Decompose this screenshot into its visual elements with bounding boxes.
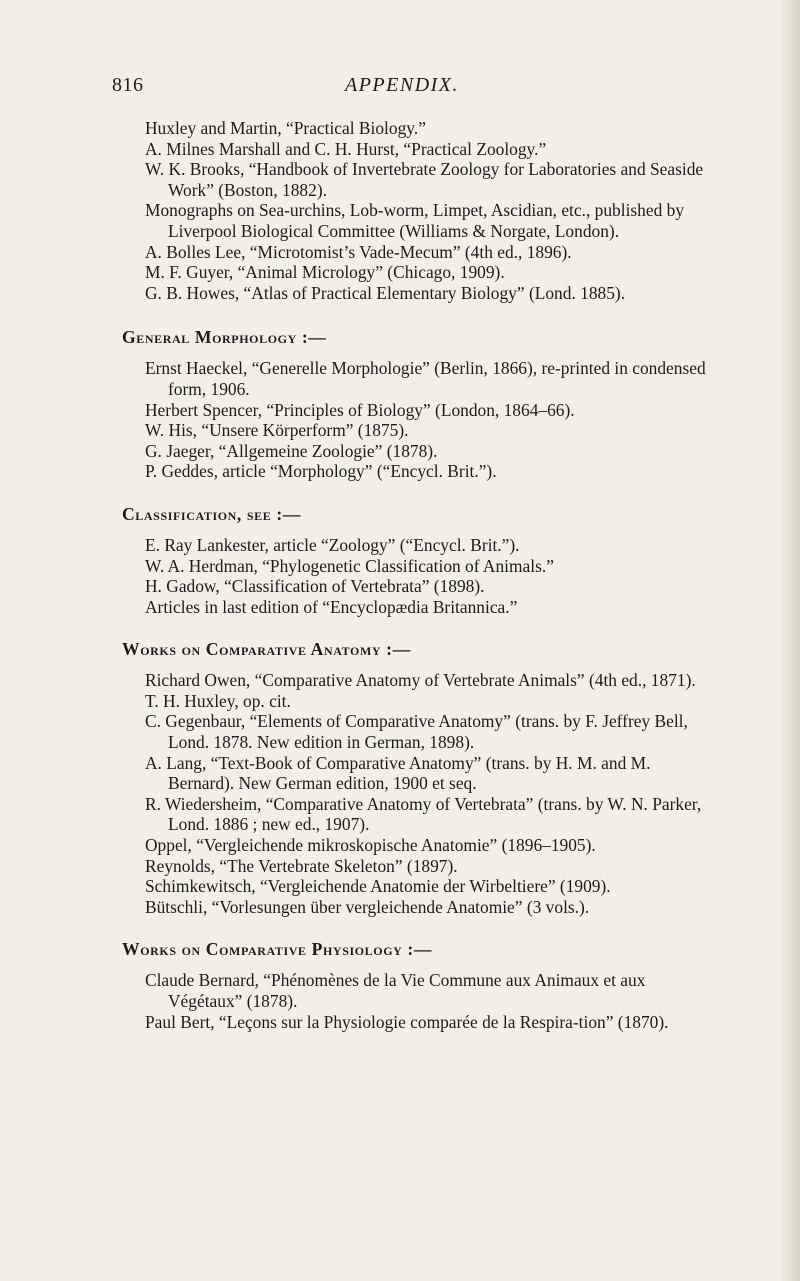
bibliography-entry: Articles in last edition of “Encyclopædia Britannica.” [145, 596, 518, 617]
bibliography-entry: P. Geddes, article “Morphology” (“Encycl. Brit.”). [145, 461, 497, 482]
section-general-morphology [0, 327, 760, 482]
bibliography-entry: A. Lang, “Text-Book of Comparative Anatomy” (trans. by H. M. and M. Bernard). New German edition, 1900 et seq. [145, 752, 651, 794]
bibliography [0, 118, 760, 1032]
bibliography-entry: Paul Bert, “Leçons sur la Physiologie comparée de la Respira-tion” (1870). [145, 1011, 669, 1032]
bibliography-entry: Bütschli, “Vorlesungen über vergleichende Anatomie” (3 vols.). [145, 896, 590, 917]
bibliography-entry: Oppel, “Vergleichende mikroskopische Anatomie” (1896–1905). [145, 835, 596, 856]
bibliography-entry: A. Bolles Lee, “Microtomist’s Vade-Mecum” (4th ed., 1896). [145, 241, 572, 262]
bibliography-entry: Claude Bernard, “Phénomènes de la Vie Commune aux Animaux et aux Végétaux” (1878). [145, 970, 646, 1011]
bibliography-entry: R. Wiedersheim, “Comparative Anatomy of Vertebrata” (trans. by W. N. Parker, Lond. 1886 ; new ed., 1907). [145, 793, 702, 835]
section-comparative-physiology [0, 939, 760, 1032]
entry-list [0, 358, 760, 482]
bibliography-entry: Reynolds, “The Vertebrate Skeleton” (1897). [145, 855, 458, 876]
bibliography-entry: Richard Owen, “Comparative Anatomy of Vertebrate Animals” (4th ed., 1871). [145, 670, 696, 691]
page-number: 816 [112, 74, 144, 96]
section-heading: Classification, see :— [122, 503, 302, 524]
section-comparative-anatomy [0, 639, 760, 917]
entry-list [0, 535, 760, 617]
section-classification [0, 504, 760, 617]
bibliography-entry: W. His, “Unsere Körperform” (1875). [145, 420, 409, 441]
entry-list [0, 670, 760, 917]
bibliography-entry: W. A. Herdman, “Phylogenetic Classification of Animals.” [145, 555, 554, 576]
bibliography-entry: Monographs on Sea-urchins, Lob-worm, Limpet, Ascidian, etc., published by Liverpool Biological Committee (Williams & Norgate, London). [145, 200, 685, 241]
bibliography-entry: Herbert Spencer, “Principles of Biology” (London, 1864–66). [145, 399, 575, 420]
running-head: APPENDIX. [344, 74, 460, 96]
bibliography-entry: A. Milnes Marshall and C. H. Hurst, “Practical Zoology.” [145, 138, 547, 159]
bibliography-entry: Ernst Haeckel, “Generelle Morphologie” (Berlin, 1866), re-printed in condensed form, 1906. [145, 358, 706, 399]
bibliography-entry: H. Gadow, “Classification of Vertebrata” (1898). [145, 576, 485, 597]
intro-entry-list [0, 118, 760, 303]
page-header [112, 74, 692, 104]
bibliography-entry: M. F. Guyer, “Animal Micrology” (Chicago, 1909). [145, 262, 505, 283]
bibliography-entry: G. Jaeger, “Allgemeine Zoologie” (1878). [145, 440, 438, 461]
bibliography-entry: W. K. Brooks, “Handbook of Invertebrate Zoology for Laboratories and Seaside Work” (Boston, 1882). [145, 159, 704, 200]
bibliography-entry: E. Ray Lankester, article “Zoology” (“Encycl. Brit.”). [145, 534, 520, 555]
bibliography-entry: C. Gegenbaur, “Elements of Comparative Anatomy” (trans. by F. Jeffrey Bell, Lond. 1878. New edition in German, 1898). [145, 711, 688, 753]
page-edge-shadow [778, 0, 800, 1281]
section-heading: Works on Comparative Physiology :— [122, 939, 433, 960]
bibliography-entry: G. B. Howes, “Atlas of Practical Elementary Biology” (Lond. 1885). [145, 282, 626, 303]
bibliography-entry: Huxley and Martin, “Practical Biology.” [145, 118, 426, 138]
section-heading: Works on Comparative Anatomy :— [122, 639, 411, 660]
section-heading: General Morphology :— [122, 327, 327, 348]
bibliography-entry: Schimkewitsch, “Vergleichende Anatomie der Wirbeltiere” (1909). [145, 876, 611, 897]
bibliography-entry: T. H. Huxley, op. cit. [145, 690, 291, 711]
entry-list [0, 970, 760, 1032]
